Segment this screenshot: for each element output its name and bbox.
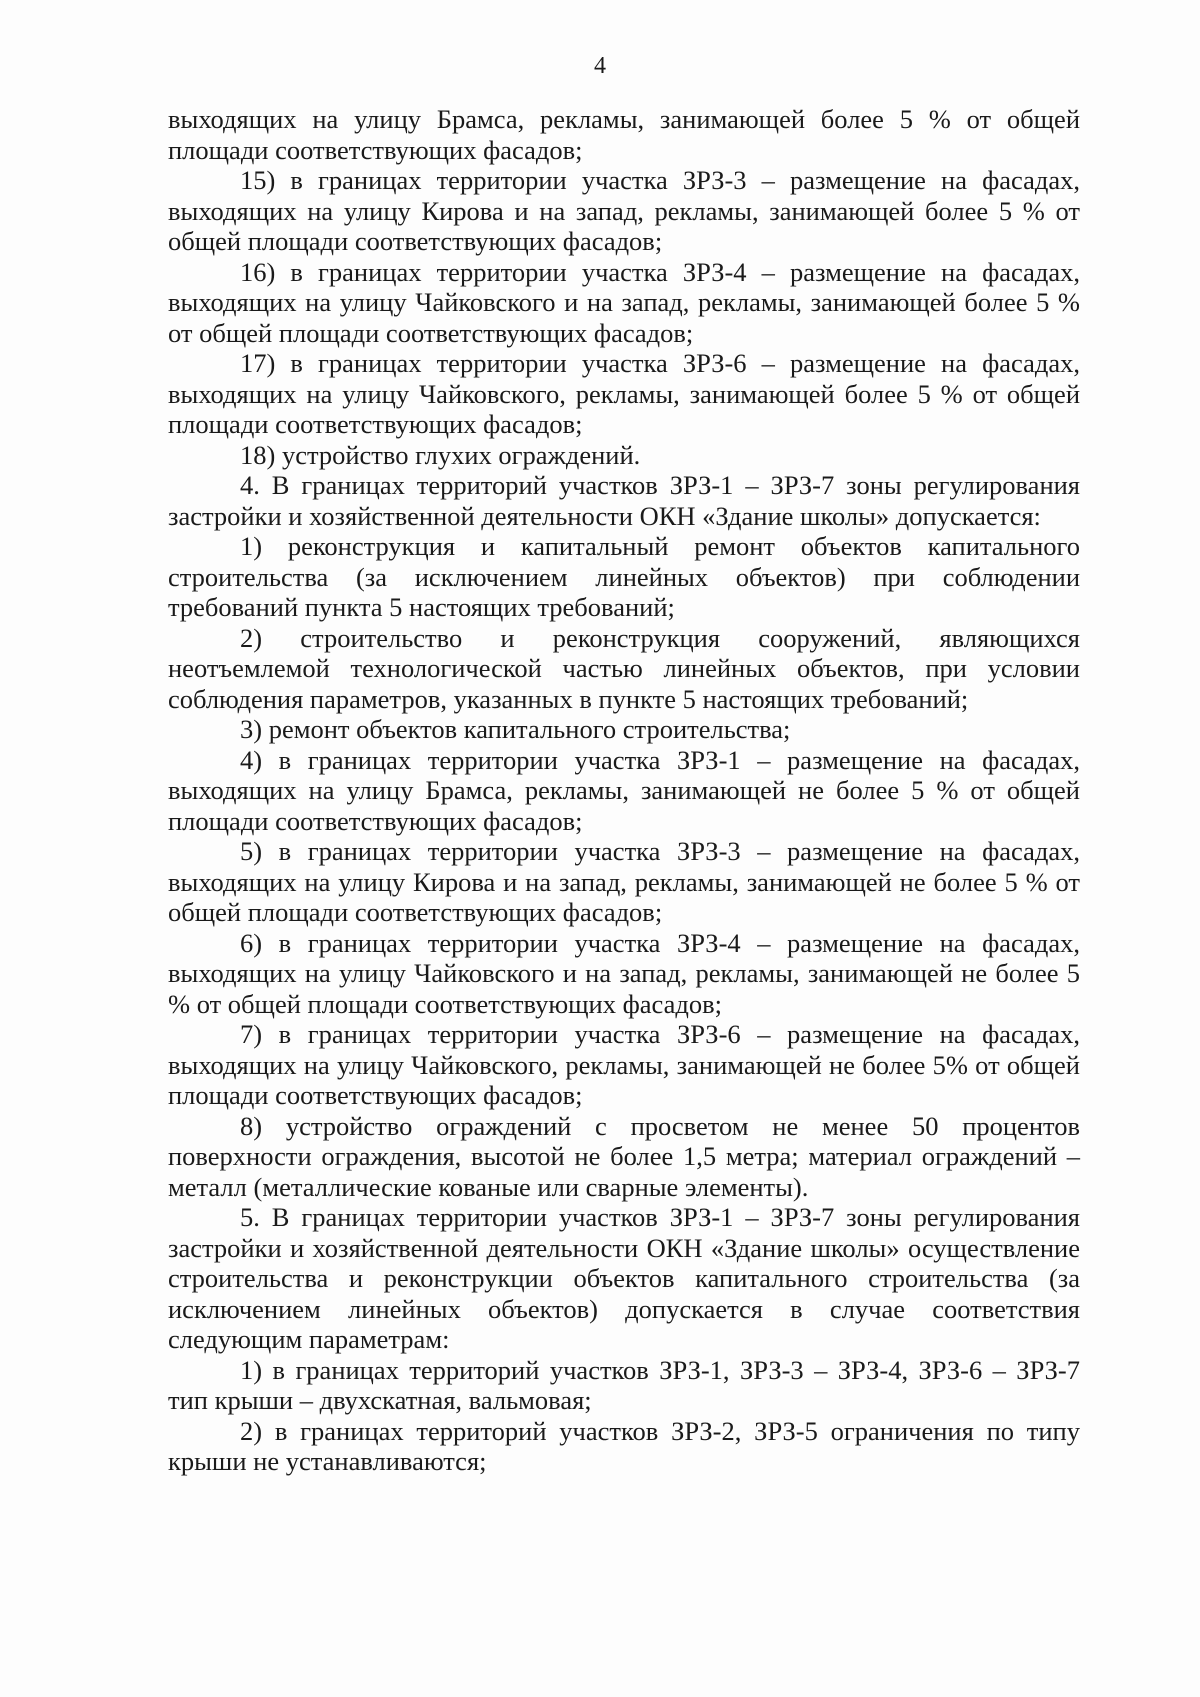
paragraph-section-4-item-1: 1) реконструкция и капитальный ремонт объектов капитального строительства (за исключением линейных объектов) при соблюдении требований пункта 5 настоящих требований; <box>168 531 1080 622</box>
paragraph-item-15: 15) в границах территории участка ЗРЗ-3 – размещение на фасадах, выходящих на улицу Кирова и на запад, рекламы, занимающей более 5 % от общей площади соответствующих фасадов; <box>168 165 1080 256</box>
paragraph-section-4-item-3: 3) ремонт объектов капитального строительства; <box>240 714 791 744</box>
paragraph-section-4-item-4: 4) в границах территории участка ЗРЗ-1 – размещение на фасадах, выходящих на улицу Брамса, рекламы, занимающей не более 5 % от общей площади соответствующих фасадов; <box>168 744 1080 836</box>
paragraph-section-5: 5. В границах территории участков ЗРЗ-1 – ЗРЗ-7 зоны регулирования застройки и хозяйственной деятельности ОКН «Здание школы» осуществление строительства и реконструкции объектов капитального строительства (за исключением линейных объектов) допускается в случае соответствия следующим параметрам: <box>168 1202 1080 1354</box>
paragraph-section-5-item-1: 1) в границах территорий участков ЗРЗ-1, ЗРЗ-3 – ЗРЗ-4, ЗРЗ-6 – ЗРЗ-7 тип крыши – двухскатная, вальмовая; <box>168 1354 1080 1415</box>
page-number: 4 <box>594 53 606 79</box>
paragraph-item-17: 17) в границах территории участка ЗРЗ-6 – размещение на фасадах, выходящих на улицу Чайковского, рекламы, занимающей более 5 % от общей площади соответствующих фасадов; <box>168 348 1080 439</box>
paragraph-continuation: выходящих на улицу Брамса, рекламы, занимающей более 5 % от общей площади соответствующих фасадов; <box>168 104 1080 165</box>
paragraph-section-4-item-7: 7) в границах территории участка ЗРЗ-6 – размещение на фасадах, выходящих на улицу Чайковского, рекламы, занимающей не более 5% от общей площади соответствующих фасадов; <box>168 1019 1080 1110</box>
paragraph-item-16: 16) в границах территории участка ЗРЗ-4 – размещение на фасадах, выходящих на улицу Чайковского и на запад, рекламы, занимающей более 5 % от общей площади соответствующих фасадов; <box>168 256 1080 348</box>
paragraph-section-4-item-2: 2) строительство и реконструкция сооружений, являющихся неотъемлемой технологической частью линейных объектов, при условии соблюдения параметров, указанных в пункте 5 настоящих требований; <box>168 622 1080 714</box>
paragraph-section-4-item-6: 6) в границах территории участка ЗРЗ-4 – размещение на фасадах, выходящих на улицу Чайковского и на запад, рекламы, занимающей не более 5 % от общей площади соответствующих фасадов; <box>168 927 1080 1019</box>
document-body <box>168 104 1080 1477</box>
paragraph-section-4-item-5: 5) в границах территории участка ЗРЗ-3 – размещение на фасадах, выходящих на улицу Кирова и на запад, рекламы, занимающей не более 5 % от общей площади соответствующих фасадов; <box>168 836 1080 927</box>
paragraph-section-4-item-8: 8) устройство ограждений с просветом не менее 50 процентов поверхности ограждения, высотой не более 1,5 метра; материал ограждений – металл (металлические кованые или сварные элементы). <box>168 1110 1080 1202</box>
paragraph-section-5-item-2: 2) в границах территорий участков ЗРЗ-2, ЗРЗ-5 ограничения по типу крыши не устанавливаются; <box>168 1415 1080 1476</box>
paragraph-item-18: 18) устройство глухих ограждений. <box>240 439 641 470</box>
paragraph-section-4: 4. В границах территорий участков ЗРЗ-1 – ЗРЗ-7 зоны регулирования застройки и хозяйственной деятельности ОКН «Здание школы» допускается: <box>168 470 1080 531</box>
